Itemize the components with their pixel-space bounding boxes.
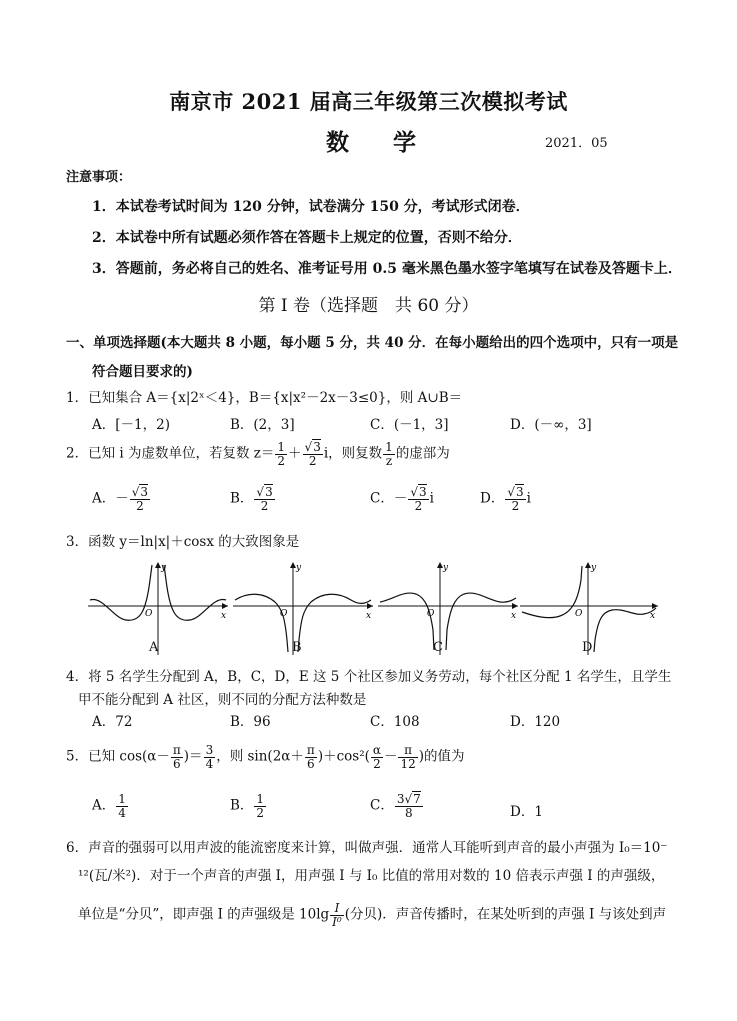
- notice-item: 2．本试卷中所有试题必须作答在答题卡上规定的位置，否则不给分．: [92, 230, 522, 246]
- q2-option-b: B． √ $\frac{3}{2}$: [230, 486, 276, 512]
- graph-label-d: D: [582, 640, 593, 655]
- x-axis-label: x: [650, 611, 656, 621]
- origin-label: O: [427, 609, 435, 619]
- section-heading: 一、单项选择题(本大题共 8 小题，每小题 5 分，共 40 分．在每小题给出的四个选项中，只有一项是: [66, 335, 679, 351]
- notice-heading: 注意事项：: [66, 170, 132, 185]
- graph-b: [233, 562, 373, 655]
- q1-option-c: C．(－1，3]: [370, 417, 449, 433]
- y-axis-label: y: [296, 563, 302, 573]
- question-6-line-1: 6．声音的强弱可以用声波的能流密度来计算，叫做声强．通常人耳能听到声音的最小声强为 I₀＝10⁻: [66, 840, 668, 856]
- y-axis-label: y: [161, 563, 167, 573]
- q4-option-b: B．96: [230, 714, 271, 730]
- origin-label: O: [145, 609, 153, 619]
- fraction: √ $\frac{3}{2}$: [303, 441, 323, 467]
- graph-label-b: B: [292, 640, 302, 655]
- notice-item: 3．答题前，务必将自己的姓名、准考证号用 0.5 毫米黑色墨水签字笔填写在试卷及答题卡上．: [92, 261, 682, 277]
- x-axis-label: x: [511, 611, 517, 621]
- q1-option-a: A．[－1，2): [92, 417, 170, 433]
- notice-item: 1．本试卷考试时间为 120 分钟，试卷满分 150 分，考试形式闭卷．: [92, 199, 530, 215]
- question-5-stem: 5．已知 cos(α－ $\frac{\pi}{6}$ )＝ $\frac{3}{4}$ ，则 sin(2α＋ $\frac{\pi}{6}$ )＋cos²( $\frac{\alpha}{2}$ － $\frac{\pi}{12}$ )的值为: [66, 743, 465, 771]
- part-heading: 第 I 卷（选择题 共 60 分）: [258, 296, 479, 316]
- question-3-stem: 3．函数 y＝ln|x|＋cosx 的大致图象是: [66, 534, 300, 550]
- origin-label: O: [280, 609, 288, 619]
- exam-date: 2021．05: [545, 136, 608, 151]
- y-axis-label: y: [591, 563, 597, 573]
- q5-option-c: C． $\frac{3√ 7}{8}$: [370, 793, 424, 819]
- q2-option-a: A．－ √ $\frac{3}{2}$: [92, 486, 151, 512]
- q1-option-d: D．(－∞，3]: [510, 417, 592, 433]
- q5-option-b: B． $\frac{1}{2}$: [230, 792, 265, 820]
- graph-label-c: C: [433, 640, 443, 655]
- question-6-line-2: ¹²(瓦/米²)．对于一个声音的声强 I，用声强 I 与 I₀ 比值的常用对数的 10 倍表示声强 I 的声强级，: [78, 868, 665, 884]
- fraction: $\frac{1}{2}$: [277, 440, 286, 468]
- question-4-stem: 4．将 5 名学生分配到 A，B，C，D，E 这 5 个社区参加义务劳动，每个社区分配 1 名学生，且学生: [66, 669, 672, 685]
- q5-option-d: D．1: [510, 804, 543, 820]
- question-1-stem: 1．已知集合 A＝{x|2ˣ＜4}，B＝{x|x²－2x－3≤0}，则 A∪B＝: [66, 390, 463, 406]
- q2-option-c: C．－ √ $\frac{3}{2}$ i: [370, 486, 434, 512]
- origin-label: O: [575, 609, 583, 619]
- q1-option-b: B．(2，3]: [230, 417, 295, 433]
- q3-graph-options: [88, 560, 658, 660]
- question-2-stem: 2．已知 i 为虚数单位，若复数 z＝ $\frac{1}{2}$ ＋ √ $\frac{3}{2}$ i，则复数 $\frac{1}{z}$ 的虚部为: [66, 441, 450, 467]
- q4-option-d: D．120: [510, 714, 561, 730]
- section-heading-cont: 符合题目要求的): [92, 364, 193, 380]
- graph-c: [378, 562, 518, 655]
- fraction: $\frac{1}{z}$: [385, 440, 393, 468]
- q4-option-c: C．108: [370, 714, 420, 730]
- graph-label-a: A: [149, 640, 159, 655]
- q5-option-a: A． $\frac{1}{4}$: [92, 792, 126, 820]
- exam-title: 南京市 2021 届高三年级第三次模拟考试: [169, 89, 568, 114]
- y-axis-label: y: [443, 563, 449, 573]
- x-axis-label: x: [221, 611, 227, 621]
- q4-option-a: A．72: [92, 714, 133, 730]
- x-axis-label: x: [366, 611, 372, 621]
- question-4-stem-cont: 甲不能分配到 A 社区，则不同的分配方法种数是: [78, 692, 367, 708]
- q2-option-d: D． √ $\frac{3}{2}$ i: [480, 486, 531, 512]
- question-6-line-3: 单位是“分贝”，即声强 I 的声强级是 10lg $\frac{I}{\text{I⁰}}$ (分贝)．声音传播时，在某处听到的声强 I 与该处到声: [78, 901, 667, 929]
- subject-title: 数学: [326, 129, 460, 156]
